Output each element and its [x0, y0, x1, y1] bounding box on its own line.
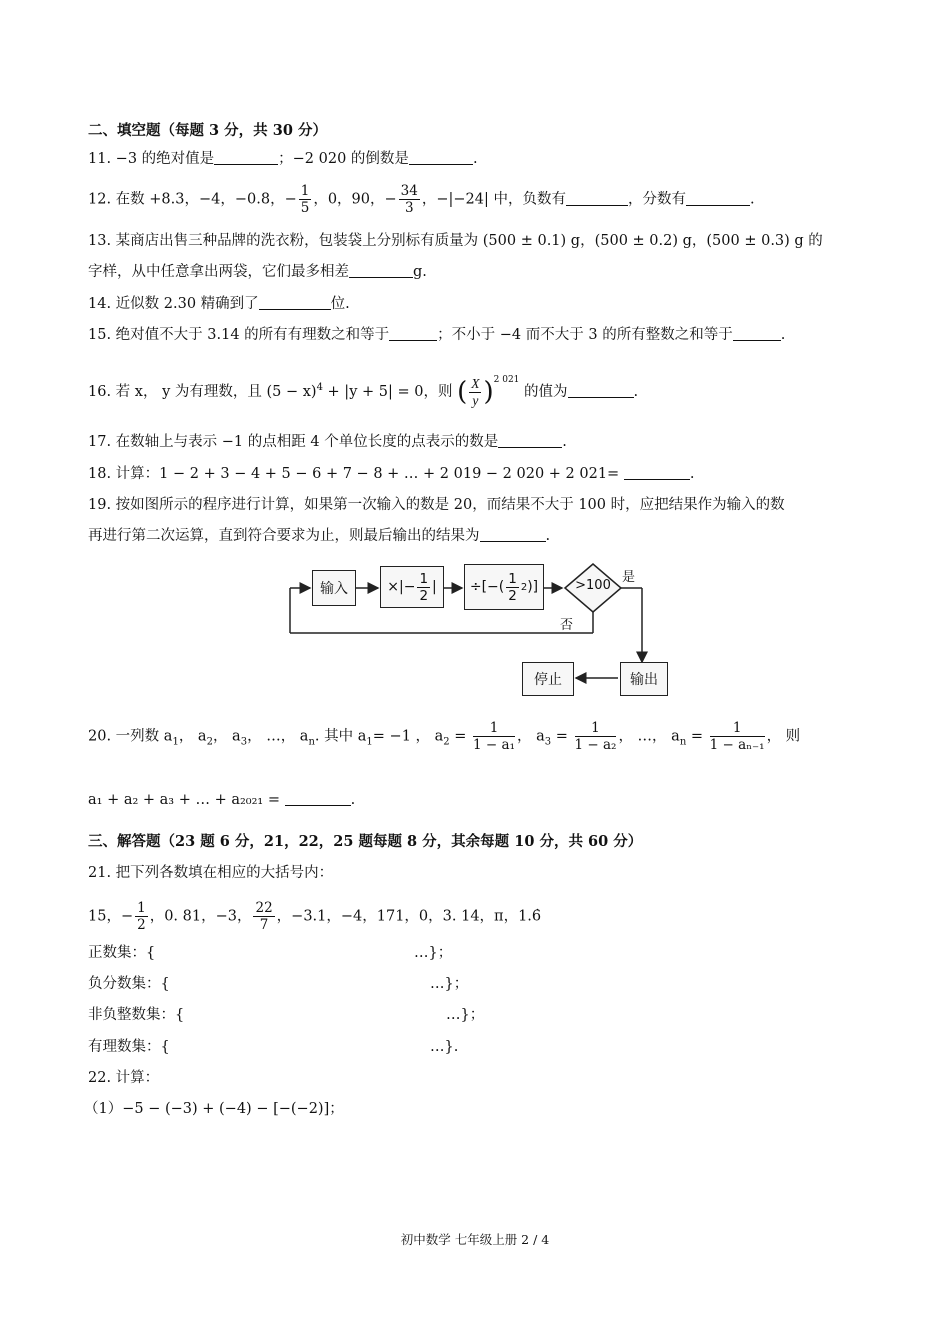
q20-sub-n: n — [308, 736, 315, 748]
set-nonnegative-integer-label: 非负整数集：{ — [88, 1007, 185, 1023]
page-footer: 初中数学 七年级上册 2 / 4 — [400, 1232, 550, 1247]
q12-f2-denominator: 3 — [404, 200, 414, 216]
q20-text-e: . 其中 a — [314, 728, 367, 745]
q20-text-k: = — [686, 728, 708, 745]
flow-divide-box — [464, 564, 544, 610]
flow-multiply-prefix: ×|− — [387, 579, 416, 595]
q18-blank[interactable] — [624, 465, 690, 480]
q14-blank[interactable] — [259, 295, 331, 310]
question-19-line-1: 19. 按如图所示的程序进行计算，如果第一次输入的数是 20，而结果不大于 100 时，应把结果作为输入的数 — [88, 497, 785, 513]
q15-blank-1[interactable] — [389, 326, 437, 341]
q21-text-b: ，0. 81，−3， — [149, 908, 252, 925]
question-21-numbers — [88, 900, 541, 933]
q16-fraction — [469, 376, 481, 409]
question-14 — [88, 294, 350, 314]
q13-blank[interactable] — [349, 263, 413, 278]
q19-blank[interactable] — [480, 527, 546, 542]
q17-text-b: . — [562, 434, 567, 450]
q20-sub-h3: 3 — [544, 736, 552, 748]
flow-div-numerator: 1 — [508, 570, 517, 587]
flow-no-label: 否 — [560, 618, 574, 633]
question-20-line-1 — [88, 720, 800, 753]
q20-text-j: ， …， a — [618, 728, 680, 745]
question-20-line-2 — [88, 790, 355, 810]
q16-text-b: + |y + 5| = 0，则 — [322, 384, 453, 400]
q13-text-b: g. — [413, 264, 427, 280]
q12-fraction-2 — [399, 183, 420, 216]
q17-text-a: 17. 在数轴上与表示 −1 的点相距 4 个单位长度的点表示的数是 — [88, 434, 499, 450]
q12-fraction-1 — [299, 183, 312, 216]
q20-f3-numerator: 1 — [710, 720, 765, 737]
q20-f1-denominator: 1 − a₁ — [473, 737, 515, 753]
flow-output-label: 输出 — [630, 672, 658, 688]
q12-blank-2[interactable] — [686, 191, 750, 206]
question-16: 16. 若 x， y 为有理数，且 $(5 - x)^4 + |y + 5| = 0$，则 ( $\frac{X}{y}$ )$^{2 021}$ 的值为 . — [88, 375, 639, 408]
q20-fraction-3 — [710, 720, 765, 753]
flow-divide-suffix: )] — [527, 579, 539, 595]
q12-text-d: ，分数有 — [628, 191, 686, 208]
q20-text-h: ， a — [516, 728, 545, 745]
q20-sub-f2: 2 — [443, 736, 450, 748]
q21-f1-denominator: 2 — [137, 917, 146, 933]
q18-text-b: . — [689, 466, 695, 482]
q20-text-b: ， a — [178, 728, 207, 745]
set-negative-fraction-end: …}； — [430, 976, 469, 992]
question-12: 12. 在数 +8.3，−4，−0.8，− $\frac{1}{5}$ ，0，90，− $\frac{34}{3}$ ，−|−24| 中，负数有 ，分数有 . — [88, 183, 755, 216]
set-rational — [88, 1037, 488, 1057]
q21-f2-denominator: 7 — [259, 917, 269, 933]
question-13-line-1: 13. 某商店出售三种品牌的洗衣粉，包装袋上分别标有质量为 (500 ± 0.1) g，(500 ± 0.2) g，(500 ± 0.3) g 的 — [88, 233, 823, 249]
q11-text-c: . — [472, 151, 478, 167]
set-nonnegative-integer-end: …}； — [446, 1007, 485, 1023]
flow-input-box — [312, 570, 356, 606]
q12-text-b: ，0，90， — [313, 191, 385, 208]
q12-blank-1[interactable] — [566, 191, 628, 206]
q11-blank-1[interactable] — [214, 150, 278, 165]
q20-text-g: = — [449, 728, 472, 745]
q15-blank-2[interactable] — [733, 326, 781, 341]
flow-output-box — [620, 662, 668, 696]
q16-blank[interactable] — [568, 383, 634, 398]
q20-text-f: = −1 ， a — [372, 728, 444, 745]
set-positive-end: …}； — [414, 945, 453, 961]
q11-text-a: 11. −3 的绝对值是 — [88, 151, 215, 167]
q20-sub-e1: 1 — [366, 736, 373, 748]
q16-f-denominator: y — [472, 392, 479, 408]
q19-text-a: 再进行第二次运算，直到符合要求为止，则最后输出的结果为 — [88, 528, 480, 544]
q12-f2-numerator: 34 — [400, 183, 418, 199]
question-13-line-2 — [88, 262, 427, 282]
flow-multiply-fraction — [417, 571, 430, 604]
q20-blank[interactable] — [285, 791, 351, 806]
q20-sub-2: 2 — [206, 736, 213, 748]
flow-divide-fraction — [506, 571, 519, 604]
q20-fraction-1 — [473, 720, 515, 753]
q13-text-a: 字样，从中任意拿出两袋，它们最多相差 — [88, 264, 349, 280]
flow-multiply-box: ×|− $\frac{1}{2}$ | — [380, 566, 444, 608]
q21-f2-numerator: 22 — [255, 900, 273, 916]
q21-text-c: ，−3.1，−4，171，0，3. 14，π，1.6̇ — [276, 908, 542, 925]
q12-f1-numerator: 1 — [300, 183, 310, 199]
q12-f1-denominator: 5 — [300, 200, 310, 216]
q21-fraction-1 — [135, 900, 148, 933]
q20-sub-jn: n — [679, 736, 687, 748]
q20-f3-denominator: 1 − aₙ₋₁ — [709, 737, 765, 753]
q16-text-a: 16. 若 x， y 为有理数，且 (5 − x) — [88, 384, 317, 400]
q20-f2-denominator: 1 − a₂ — [574, 737, 617, 753]
set-rational-end: …}. — [430, 1039, 459, 1055]
question-22-title: 22. 计算： — [88, 1070, 160, 1086]
flow-yes-label: 是 — [622, 570, 636, 585]
q21-f1-numerator: 1 — [137, 900, 146, 916]
question-15 — [88, 325, 785, 345]
set-negative-fraction — [88, 974, 488, 994]
set-positive — [88, 943, 488, 963]
set-rational-label: 有理数集：{ — [88, 1039, 170, 1055]
q19-text-b: . — [545, 528, 551, 544]
q14-text-b: 位. — [330, 296, 350, 312]
flow-stop-box — [522, 662, 574, 696]
q20-text-c: ， a — [212, 728, 241, 745]
flow-mul-numerator: 1 — [419, 570, 429, 587]
q11-blank-2[interactable] — [409, 150, 473, 165]
q20-text-l2b: . — [350, 792, 356, 808]
q20-f1-numerator: 1 — [473, 720, 515, 737]
question-18 — [88, 464, 694, 484]
question-21-title: 21. 把下列各数填在相应的大括号内： — [88, 865, 334, 881]
q20-text-l2a: a₁ + a₂ + a₃ + … + a₂₀₂₁ = — [88, 792, 285, 808]
q16-text-d: . — [633, 384, 639, 400]
question-22-part-1: （1）−5 − (−3) + (−4) − [−(−2)]； — [84, 1101, 344, 1117]
section-3-title: 三、解答题（23 题 6 分，21，22，25 题每题 8 分，其余每题 10 分，共 60 分） — [88, 833, 643, 850]
q20-text-l: ， 则 — [766, 728, 801, 745]
program-flowchart — [282, 556, 682, 706]
set-negative-fraction-label: 负分数集：{ — [88, 976, 170, 992]
q12-text-e: . — [750, 191, 755, 208]
flow-input-label: 输入 — [320, 581, 348, 597]
q16-power: 2 021 — [493, 375, 520, 385]
q20-text-a: 20. 一列数 a — [88, 728, 173, 745]
flow-stop-label: 停止 — [534, 672, 562, 688]
q20-text-d: ， …， a — [247, 728, 309, 745]
q20-f2-numerator: 1 — [575, 720, 617, 737]
q18-text-a: 18. 计算：1 − 2 + 3 − 4 + 5 − 6 + 7 − 8 + … + 2 019 − 2 020 + 2 021= — [88, 466, 624, 482]
q20-text-i: = — [551, 728, 573, 745]
flow-div-exponent: 2 — [520, 581, 528, 593]
q17-blank[interactable] — [498, 433, 562, 448]
flow-divide-prefix: ÷[−( — [469, 579, 505, 595]
question-11 — [88, 149, 478, 169]
q12-text-a: 12. 在数 +8.3，−4，−0.8， — [88, 191, 285, 208]
q16-f-numerator: X — [471, 375, 480, 391]
flow-div-denominator: 2 — [508, 587, 517, 604]
question-17 — [88, 432, 567, 452]
q21-fraction-2 — [253, 900, 274, 933]
q15-text-c: . — [780, 327, 786, 343]
flow-mul-denominator: 2 — [419, 587, 429, 604]
q11-text-b: ；−2 020 的倒数是 — [278, 151, 409, 167]
q21-text-a: 15，− — [88, 908, 134, 925]
q20-fraction-2 — [575, 720, 617, 753]
q20-sub-1: 1 — [172, 736, 179, 748]
q12-text-c: ，−|−24| 中，负数有 — [421, 191, 566, 208]
set-nonnegative-integer — [88, 1005, 488, 1025]
q14-text-a: 14. 近似数 2.30 精确到了 — [88, 296, 259, 312]
q15-text-a: 15. 绝对值不大于 3.14 的所有有理数之和等于 — [88, 327, 390, 343]
question-19-line-2 — [88, 526, 550, 546]
set-positive-label: 正数集：{ — [88, 945, 156, 961]
q16-text-c: 的值为 — [524, 384, 568, 400]
q15-text-b: ；不小于 −4 而不大于 3 的所有整数之和等于 — [437, 327, 733, 343]
q16-exponent: 4 — [316, 382, 323, 394]
flow-condition-label: >100 — [575, 578, 611, 593]
q20-sub-3: 3 — [240, 736, 248, 748]
section-2-title: 二、填空题（每题 3 分，共 30 分） — [88, 122, 327, 139]
